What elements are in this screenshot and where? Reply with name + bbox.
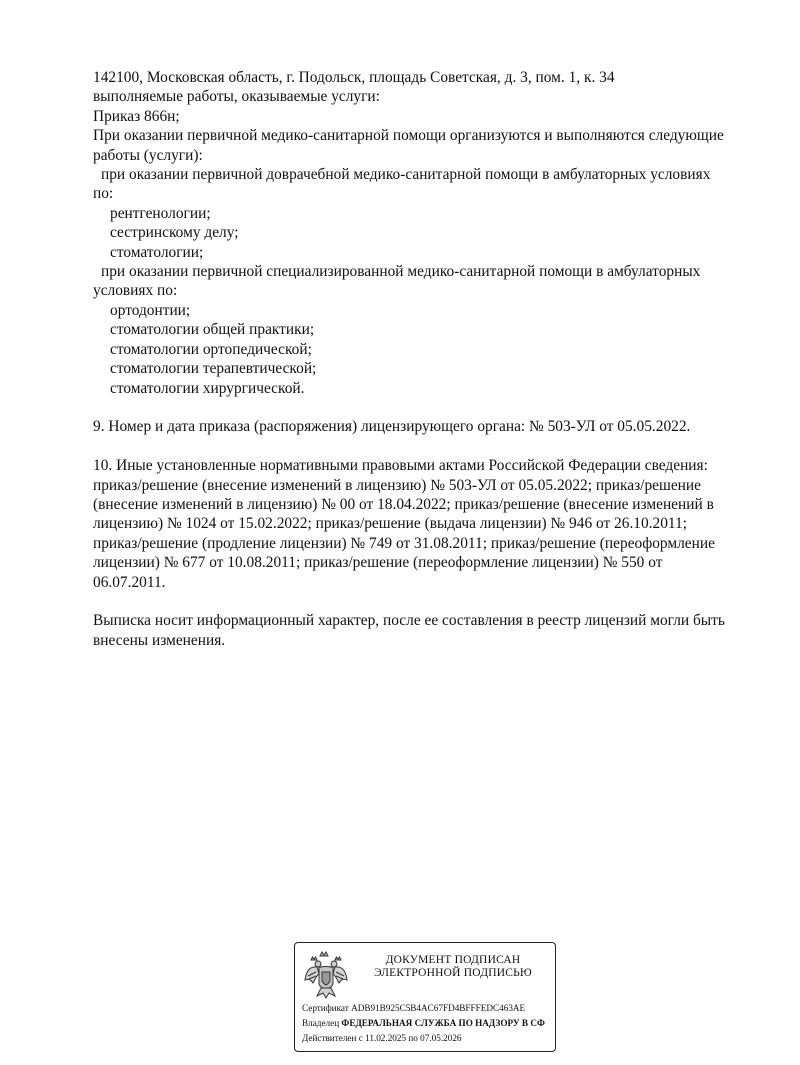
section-10-line: лицензию) № 1024 от 15.02.2022; приказ/решение (выдача лицензии) № 946 от 26.10.2011; [93,515,688,533]
stamp-title [357,954,549,980]
list-item: ортодонтии; [110,301,191,319]
section-10-line: (внесение изменений в лицензию) № 00 от 18.04.2022; приказ/решение (внесение изменений в [93,495,714,513]
specialized-care-line: при оказании первичной специализированной медико-санитарной помощи в амбулаторных [101,263,701,281]
electronic-signature-stamp [294,942,556,1052]
list-item: сестринскому делу; [110,224,239,242]
order-reference: Приказ 866н; [93,107,180,125]
disclaimer-line: внесены изменения. [93,631,226,649]
section-10-line: 10. Иные установленные нормативными правовыми актами Российской Федерации сведения: [93,457,708,475]
owner-label: Владелец [302,1018,340,1028]
prehospital-care-line: при оказании первичной доврачебной медико-санитарной помощи в амбулаторных условиях [101,166,711,184]
certificate-value: ADB91B925C5B4AC67FD4BFFFEDC463AE [351,1003,526,1013]
disclaimer-line: Выписка носит информационный характер, после ее составления в реестр лицензий могли быть [93,612,725,630]
address-line: 142100, Московская область, г. Подольск, площадь Советская, д. 3, пом. 1, к. 34 [93,69,615,86]
owner-value: ФЕДЕРАЛЬНАЯ СЛУЖБА ПО НАДЗОРУ В СФ [341,1018,545,1028]
document-body [93,68,763,650]
certificate-row [302,1003,525,1014]
disclaimer [93,611,763,650]
list-item: стоматологии; [110,243,204,261]
section-10-line: приказ/решение (продление лицензии) № 749 от 31.08.2011; приказ/решение (переоформление [93,534,715,552]
validity-row: Действителен с 11.02.2025 по 07.05.2026 [302,1033,462,1043]
list-item: стоматологии общей практики; [110,321,315,339]
russian-coat-of-arms-icon [303,950,349,1000]
list-item: стоматологии терапевтической; [110,360,317,378]
section-9: 9. Номер и дата приказа (распоряжения) лицензирующего органа: № 503-УЛ от 05.05.2022. [93,418,691,436]
stamp-title-line-1: ДОКУМЕНТ ПОДПИСАН [385,954,521,966]
owner-row [302,1018,545,1029]
section-10-line: лицензии) № 677 от 10.08.2011; приказ/решение (переоформление лицензии) № 550 от [93,554,663,572]
certificate-label: Сертификат [302,1003,349,1013]
stamp-title-line-2: ЭЛЕКТРОННОЙ ПОДПИСЬЮ [374,967,532,979]
section-10-line: 06.07.2011. [93,573,166,591]
specialized-care-line-cont: условиях по: [93,282,178,300]
prehospital-care-line-cont: по: [93,185,114,203]
list-item: рентгенологии; [110,204,211,222]
section-10 [93,456,763,592]
works-heading: выполняемые работы, оказываемые услуги: [93,88,380,106]
primary-care-line-cont: работы (услуги): [93,146,203,164]
primary-care-line: При оказании первичной медико-санитарной помощи организуются и выполняются следующие [93,127,724,145]
section-10-line: приказ/решение (внесение изменений в лицензию) № 503-УЛ от 05.05.2022; приказ/решение [93,476,701,494]
list-item: стоматологии ортопедической; [110,340,312,358]
list-item: стоматологии хирургической. [110,379,305,397]
